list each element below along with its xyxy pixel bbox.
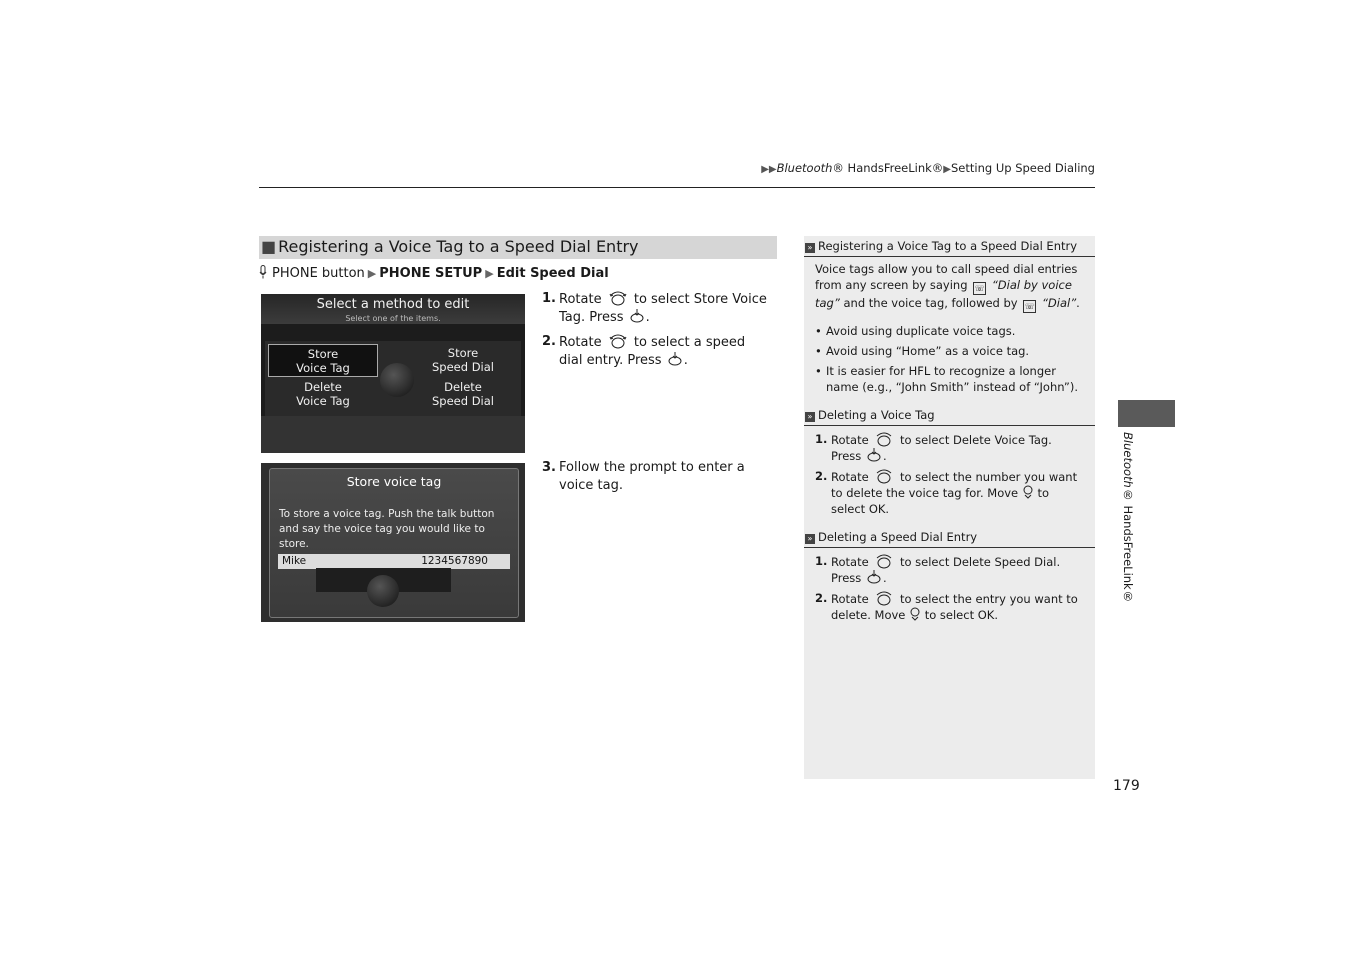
press-knob-icon xyxy=(867,448,881,462)
rotate-knob-icon xyxy=(874,431,894,447)
entry-number: 1234567890 xyxy=(421,555,488,567)
talk-button-icon: ☏ xyxy=(1024,302,1035,311)
move-down-icon xyxy=(1023,485,1033,499)
nav-prefix: PHONE button xyxy=(272,266,365,281)
screen1-menu-panel xyxy=(265,341,521,416)
store-speed-dial-button[interactable]: Store Speed Dial xyxy=(432,346,494,374)
step-2: 2. Rotate to select a speed dial entry. Press . xyxy=(542,334,746,368)
delete-voice-tag-step-1: 1. Rotate to select Delete Voice Tag. Press . xyxy=(815,432,1052,463)
triangle-right-icon: ▶ xyxy=(943,164,951,175)
note-heading-delete-voice-tag: » Deleting a Voice Tag xyxy=(804,405,1095,426)
screen1-bottom-bar xyxy=(261,416,525,453)
note-heading-delete-speed-dial: » Deleting a Speed Dial Entry xyxy=(804,527,1095,548)
rotate-knob-icon xyxy=(874,590,894,606)
screen-store-voice-tag xyxy=(261,463,525,622)
chapter-thumb-tab xyxy=(1118,400,1175,427)
main-steps-continued xyxy=(542,459,776,501)
triangle-right-icon: ▶ xyxy=(485,267,494,280)
rotate-knob-icon xyxy=(874,553,894,569)
main-steps xyxy=(542,290,772,376)
store-voice-tag-button[interactable]: Store Voice Tag xyxy=(268,344,378,377)
nav-step2: Edit Speed Dial xyxy=(496,266,609,281)
knob-icon xyxy=(367,575,399,607)
triangle-right-icon: ▶ xyxy=(367,267,377,280)
delete-speed-dial-button[interactable]: Delete Speed Dial xyxy=(432,380,494,408)
tip-bullet: • Avoid using “Home” as a voice tag. xyxy=(815,343,1085,359)
chapter-label: Bluetooth® HandsFreeLink® xyxy=(1121,432,1135,604)
rotate-knob-icon xyxy=(608,333,628,349)
section-heading xyxy=(259,236,777,259)
delete-voice-tag-button[interactable]: Delete Voice Tag xyxy=(296,380,350,408)
section-title: Registering a Voice Tag to a Speed Dial Entry xyxy=(278,237,639,256)
talk-button-icon: ☏ xyxy=(974,284,985,293)
speed-dial-entry xyxy=(278,554,510,569)
step-3: 3. Follow the prompt to enter a voice tag. xyxy=(542,460,745,493)
screen1-title: Select a method to edit xyxy=(261,294,525,324)
rotate-knob-icon xyxy=(608,290,628,306)
tip-bullet: • It is easier for HFL to recognize a longer name (e.g., “John Smith” instead of “John”). xyxy=(815,363,1085,395)
move-down-icon xyxy=(910,607,920,621)
navigation-path xyxy=(259,265,609,281)
notes-sidebar xyxy=(804,236,1095,779)
press-knob-icon xyxy=(630,309,644,323)
breadcrumb-part1-suffix: ® HandsFreeLink® xyxy=(832,161,944,175)
press-knob-icon xyxy=(867,570,881,584)
delete-speed-dial-step-2: 2. Rotate to select the entry you want to delete. Move to select OK. xyxy=(815,591,1078,622)
breadcrumb xyxy=(761,161,1095,175)
screen1-subtitle: Select one of the items. xyxy=(345,314,441,323)
breadcrumb-part2: Setting Up Speed Dialing xyxy=(951,161,1095,175)
step-1: 1. Rotate to select Store Voice Tag. Press . xyxy=(542,291,767,325)
double-chevron-icon: » xyxy=(805,412,815,422)
entry-name: Mike xyxy=(282,555,307,567)
dialog-title: Store voice tag xyxy=(346,474,442,489)
dialog-message: To store a voice tag. Push the talk button and say the voice tag you would like to store. xyxy=(279,508,495,550)
note-heading-register: » Registering a Voice Tag to a Speed Dial Entry xyxy=(804,236,1095,257)
tip-bullet: • Avoid using duplicate voice tags. xyxy=(815,323,1085,339)
voice-tag-intro: Voice tags allow you to call speed dial entries from any screen by saying ☏ “Dial by voice tag” and the voice tag, followed by ☏ “Dial”. xyxy=(815,262,1080,311)
nav-step1: PHONE SETUP xyxy=(379,266,483,281)
triangle-right-icon: ▶▶ xyxy=(761,164,777,175)
page-number: 179 xyxy=(1113,778,1140,794)
delete-speed-dial-step-1: 1. Rotate to select Delete Speed Dial. Press . xyxy=(815,554,1061,585)
double-chevron-icon: » xyxy=(805,243,815,253)
square-bullet-icon: ■ xyxy=(261,237,277,256)
rotate-knob-icon xyxy=(874,468,894,484)
press-knob-icon xyxy=(668,352,682,366)
microphone-icon xyxy=(259,265,267,279)
screen-select-method xyxy=(261,294,525,453)
breadcrumb-part1: Bluetooth xyxy=(776,161,833,175)
double-chevron-icon: » xyxy=(805,534,815,544)
delete-voice-tag-step-2: 2. Rotate to select the number you want to delete the voice tag for. Move to select OK. xyxy=(815,469,1078,516)
header-rule xyxy=(259,187,1095,188)
